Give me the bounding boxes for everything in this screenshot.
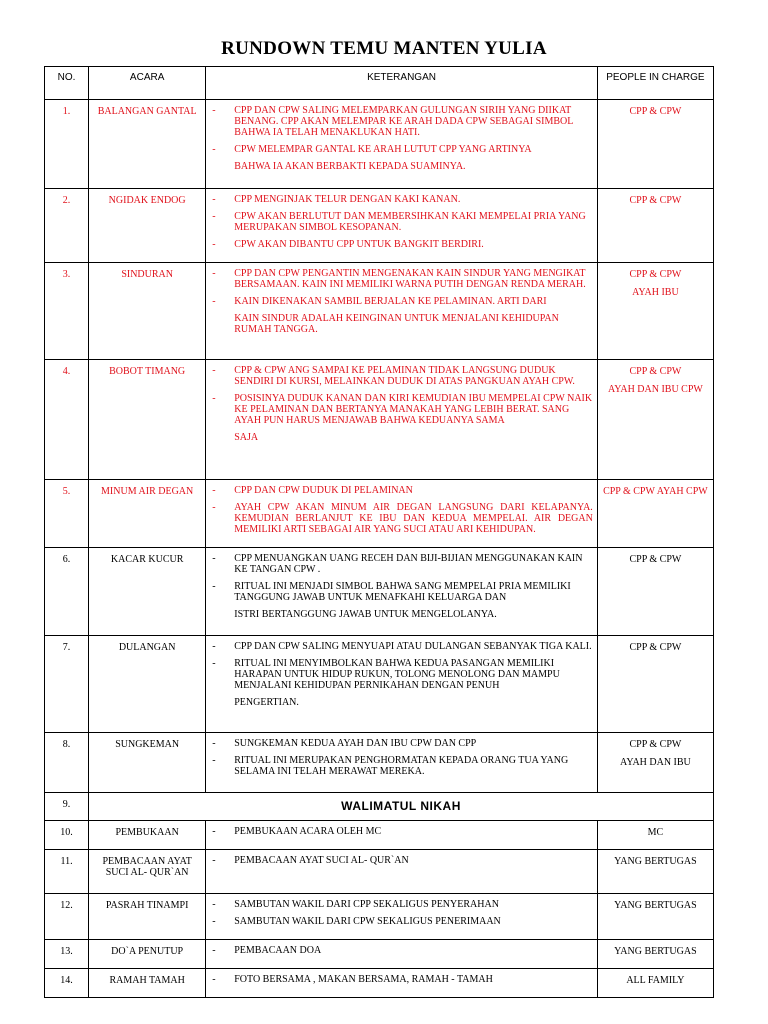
keterangan-item <box>206 502 597 535</box>
table-row <box>45 100 714 189</box>
bullet-dash: - <box>212 393 216 404</box>
pic-cell <box>597 548 713 636</box>
acara-cell: SINDURAN <box>89 263 206 360</box>
keterangan-text: SAMBUTAN WAKIL DARI CPW SEKALIGUS PENERIMAAN <box>234 916 501 927</box>
bullet-dash: - <box>212 641 216 652</box>
pic-cell <box>597 969 713 998</box>
keterangan-text: CPW MELEMPAR GANTAL KE ARAH LUTUT CPP YANG ARTINYA <box>234 144 532 155</box>
keterangan-item <box>206 365 597 387</box>
bullet-dash: - <box>212 899 216 910</box>
keterangan-item <box>206 211 597 233</box>
keterangan-cell <box>206 969 598 998</box>
header-pic: PEOPLE IN CHARGE <box>597 67 713 100</box>
row-number: 10. <box>45 821 89 850</box>
keterangan-item <box>206 899 597 910</box>
row-number: 14. <box>45 969 89 998</box>
row-number: 6. <box>45 548 89 636</box>
table-row <box>45 821 714 850</box>
keterangan-text: KAIN SINDUR ADALAH KEINGINAN UNTUK MENJALANI KEHIDUPAN RUMAH TANGGA. <box>234 313 559 335</box>
pic-name: CPP & CPW <box>629 195 682 206</box>
keterangan-text: PEMBUKAAN ACARA OLEH MC <box>234 826 382 837</box>
keterangan-item <box>206 916 597 927</box>
header-no: NO. <box>45 67 89 100</box>
acara-cell: SUNGKEMAN <box>89 733 206 793</box>
bullet-dash: - <box>212 105 216 116</box>
table-row <box>45 548 714 636</box>
table-row <box>45 189 714 263</box>
bullet-dash: - <box>212 485 216 496</box>
keterangan-item <box>206 105 597 138</box>
row-number: 11. <box>45 850 89 894</box>
bullet-dash: - <box>212 826 216 837</box>
bullet-dash: - <box>212 658 216 669</box>
keterangan-text: CPP & CPW ANG SAMPAI KE PELAMINAN TIDAK LANGSUNG DUDUK SENDIRI DI KURSI, MELAINKAN DUDUK DI ATAS PANGKUAN AYAH CPW. <box>234 365 575 387</box>
bullet-dash: - <box>212 738 216 749</box>
keterangan-item <box>206 826 597 837</box>
keterangan-item <box>206 239 597 250</box>
pic-name: ALL FAMILY <box>626 975 685 986</box>
pic-name: CPP & CPW <box>629 366 682 377</box>
header-acara: ACARA <box>89 67 206 100</box>
keterangan-item <box>206 755 597 777</box>
keterangan-text: FOTO BERSAMA , MAKAN BERSAMA, RAMAH - TAMAH <box>234 974 493 985</box>
acara-cell: MINUM AIR DEGAN <box>89 480 206 548</box>
keterangan-item <box>206 974 597 985</box>
table-row <box>45 894 714 940</box>
keterangan-item <box>206 609 597 620</box>
keterangan-text: RITUAL INI MENYIMBOLKAN BAHWA KEDUA PASANGAN MEMILIKI HARAPAN UNTUK HIDUP RUKUN, TOLONG MENOLONG DAN MAMPU MENJALANI KEHIDUPAN PERNIKAHAN DENGAN PENUH <box>234 658 560 691</box>
table-row <box>45 969 714 998</box>
pic-cell <box>597 940 713 969</box>
bullet-dash: - <box>212 916 216 927</box>
table-body <box>45 100 714 998</box>
document-title: RUNDOWN TEMU MANTEN YULIA <box>221 38 547 59</box>
row-number: 1. <box>45 100 89 189</box>
pic-name: CPP & CPW AYAH CPW <box>603 486 708 497</box>
row-number: 13. <box>45 940 89 969</box>
pic-name: AYAH DAN IBU <box>620 757 691 768</box>
keterangan-item <box>206 161 597 172</box>
row-number: 5. <box>45 480 89 548</box>
keterangan-item <box>206 296 597 307</box>
keterangan-item <box>206 553 597 575</box>
keterangan-text: AYAH CPW AKAN MINUM AIR DEGAN LANGSUNG DARI KELAPANYA. KEMUDIAN BERLANJUT KE IBU DAN KEDUA MEMPELAI. AIR DEGAN MEMILIKI ARTI SEBAGAI AIR YANG SUCI ATAU ARI KEHIDUPAN. <box>234 502 593 535</box>
keterangan-item <box>206 641 597 652</box>
pic-name: YANG BERTUGAS <box>614 856 697 867</box>
bullet-dash: - <box>212 553 216 564</box>
keterangan-cell <box>206 894 598 940</box>
keterangan-text: CPW AKAN DIBANTU CPP UNTUK BANGKIT BERDIRI. <box>234 239 484 250</box>
table-row <box>45 733 714 793</box>
keterangan-cell <box>206 480 598 548</box>
keterangan-item <box>206 144 597 155</box>
keterangan-text: KAIN DIKENAKAN SAMBIL BERJALAN KE PELAMINAN. ARTI DARI <box>234 296 547 307</box>
keterangan-text: CPP DAN CPW SALING MENYUAPI ATAU DULANGAN SEBANYAK TIGA KALI. <box>234 641 592 652</box>
pic-name: MC <box>647 827 664 838</box>
table-row <box>45 263 714 360</box>
row-number: 2. <box>45 189 89 263</box>
pic-name: CPP & CPW <box>629 269 682 280</box>
keterangan-text: SAJA <box>234 432 259 443</box>
pic-name: YANG BERTUGAS <box>614 900 697 911</box>
keterangan-item <box>206 432 597 443</box>
acara-cell: DO`A PENUTUP <box>89 940 206 969</box>
keterangan-text: PENGERTIAN. <box>234 697 299 708</box>
pic-cell <box>597 263 713 360</box>
keterangan-item <box>206 658 597 691</box>
keterangan-cell <box>206 940 598 969</box>
pic-name: AYAH IBU <box>632 287 679 298</box>
keterangan-item <box>206 268 597 290</box>
pic-name: CPP & CPW <box>629 642 682 653</box>
pic-cell <box>597 189 713 263</box>
keterangan-item <box>206 313 597 335</box>
bullet-dash: - <box>212 502 216 513</box>
bullet-dash: - <box>212 855 216 866</box>
bullet-dash: - <box>212 211 216 222</box>
keterangan-item <box>206 697 597 708</box>
keterangan-text: CPP MENUANGKAN UANG RECEH DAN BIJI-BIJIAN MENGGUNAKAN KAIN KE TANGAN CPW . <box>234 553 583 575</box>
pic-cell <box>597 733 713 793</box>
keterangan-text: POSISINYA DUDUK KANAN DAN KIRI KEMUDIAN IBU MEMPELAI CPW NAIK KE PELAMINAN DAN BERTANYA MANAKAH YANG LEBIH BERAT. SANG AYAH PUN HARUS MENJAWAB BAHWA KEDUANYA SAMA <box>234 393 593 426</box>
keterangan-item <box>206 581 597 603</box>
bullet-dash: - <box>212 144 216 155</box>
keterangan-text: ISTRI BERTANGGUNG JAWAB UNTUK MENGELOLANYA. <box>234 609 497 620</box>
keterangan-text: SAMBUTAN WAKIL DARI CPP SEKALIGUS PENYERAHAN <box>234 899 499 910</box>
keterangan-text: CPW AKAN BERLUTUT DAN MEMBERSIHKAN KAKI MEMPELAI PRIA YANG MERUPAKAN SIMBOL KESOPANAN. <box>234 211 586 233</box>
bullet-dash: - <box>212 945 216 956</box>
acara-cell: RAMAH TAMAH <box>89 969 206 998</box>
keterangan-item <box>206 855 597 866</box>
acara-cell: PEMBUKAAN <box>89 821 206 850</box>
keterangan-item <box>206 738 597 749</box>
acara-cell: NGIDAK ENDOG <box>89 189 206 263</box>
acara-cell: BALANGAN GANTAL <box>89 100 206 189</box>
bullet-dash: - <box>212 296 216 307</box>
keterangan-text: RITUAL INI MERUPAKAN PENGHORMATAN KEPADA ORANG TUA YANG SELAMA INI TELAH MERAWAT MEREKA. <box>234 755 569 777</box>
table-row <box>45 360 714 480</box>
keterangan-item <box>206 194 597 205</box>
pic-cell <box>597 850 713 894</box>
keterangan-cell <box>206 548 598 636</box>
keterangan-cell <box>206 100 598 189</box>
row-number: 7. <box>45 636 89 733</box>
pic-cell <box>597 894 713 940</box>
pic-cell <box>597 100 713 189</box>
table-header-row <box>45 67 714 100</box>
keterangan-text: BAHWA IA AKAN BERBAKTI KEPADA SUAMINYA. <box>234 161 466 172</box>
pic-name: CPP & CPW <box>629 554 682 565</box>
acara-cell: DULANGAN <box>89 636 206 733</box>
pic-cell <box>597 636 713 733</box>
keterangan-cell <box>206 821 598 850</box>
keterangan-cell <box>206 850 598 894</box>
table-row <box>45 480 714 548</box>
row-number: 8. <box>45 733 89 793</box>
table-row <box>45 636 714 733</box>
acara-cell: PEMBACAAN AYAT SUCI AL- QUR`AN <box>89 850 206 894</box>
row-number: 3. <box>45 263 89 360</box>
keterangan-cell <box>206 263 598 360</box>
bullet-dash: - <box>212 239 216 250</box>
bullet-dash: - <box>212 581 216 592</box>
keterangan-text: CPP DAN CPW DUDUK DI PELAMINAN <box>234 485 413 496</box>
keterangan-text: PEMBACAAN DOA <box>234 945 322 956</box>
keterangan-item <box>206 485 597 496</box>
keterangan-item <box>206 945 597 956</box>
pic-name: CPP & CPW <box>629 106 682 117</box>
bullet-dash: - <box>212 365 216 376</box>
keterangan-item <box>206 393 597 426</box>
acara-cell: KACAR KUCUR <box>89 548 206 636</box>
bullet-dash: - <box>212 974 216 985</box>
rundown-table <box>44 66 714 998</box>
row-number: 12. <box>45 894 89 940</box>
table-row <box>45 940 714 969</box>
bullet-dash: - <box>212 755 216 766</box>
keterangan-cell <box>206 733 598 793</box>
bullet-dash: - <box>212 268 216 279</box>
keterangan-cell <box>206 636 598 733</box>
row-number: 4. <box>45 360 89 480</box>
bullet-dash: - <box>212 194 216 205</box>
table-row <box>45 793 714 821</box>
pic-name: YANG BERTUGAS <box>614 946 697 957</box>
section-heading: WALIMATUL NIKAH <box>89 793 714 821</box>
keterangan-text: PEMBACAAN AYAT SUCI AL- QUR`AN <box>234 855 409 866</box>
keterangan-text: CPP MENGINJAK TELUR DENGAN KAKI KANAN. <box>234 194 461 205</box>
keterangan-text: CPP DAN CPW SALING MELEMPARKAN GULUNGAN SIRIH YANG DIIKAT BENANG. CPP AKAN MELEMPAR KE ARAH DADA CPW SEBAGAI SIMBOL BAHWA IA TELAH MENAKLUKAN HATI. <box>234 105 573 138</box>
pic-cell <box>597 821 713 850</box>
acara-cell: BOBOT TIMANG <box>89 360 206 480</box>
row-number: 9. <box>45 793 89 821</box>
pic-cell <box>597 360 713 480</box>
keterangan-cell <box>206 189 598 263</box>
keterangan-text: SUNGKEMAN KEDUA AYAH DAN IBU CPW DAN CPP <box>234 738 477 749</box>
header-keterangan: KETERANGAN <box>206 67 598 100</box>
pic-name: AYAH DAN IBU CPW <box>607 384 703 395</box>
table-row <box>45 850 714 894</box>
pic-name: CPP & CPW <box>629 739 682 750</box>
keterangan-text: CPP DAN CPW PENGANTIN MENGENAKAN KAIN SINDUR YANG MENGIKAT BERSAMAAN. KAIN INI MEMILIKI WARNA PUTIH DENGAN RENDA MERAH. <box>234 268 586 290</box>
keterangan-text: RITUAL INI MENJADI SIMBOL BAHWA SANG MEMPELAI PRIA MEMILIKI TANGGUNG JAWAB UNTUK MENAFKAHI KELUARGA DAN <box>234 581 571 603</box>
acara-cell: PASRAH TINAMPI <box>89 894 206 940</box>
keterangan-cell <box>206 360 598 480</box>
pic-cell <box>597 480 713 548</box>
